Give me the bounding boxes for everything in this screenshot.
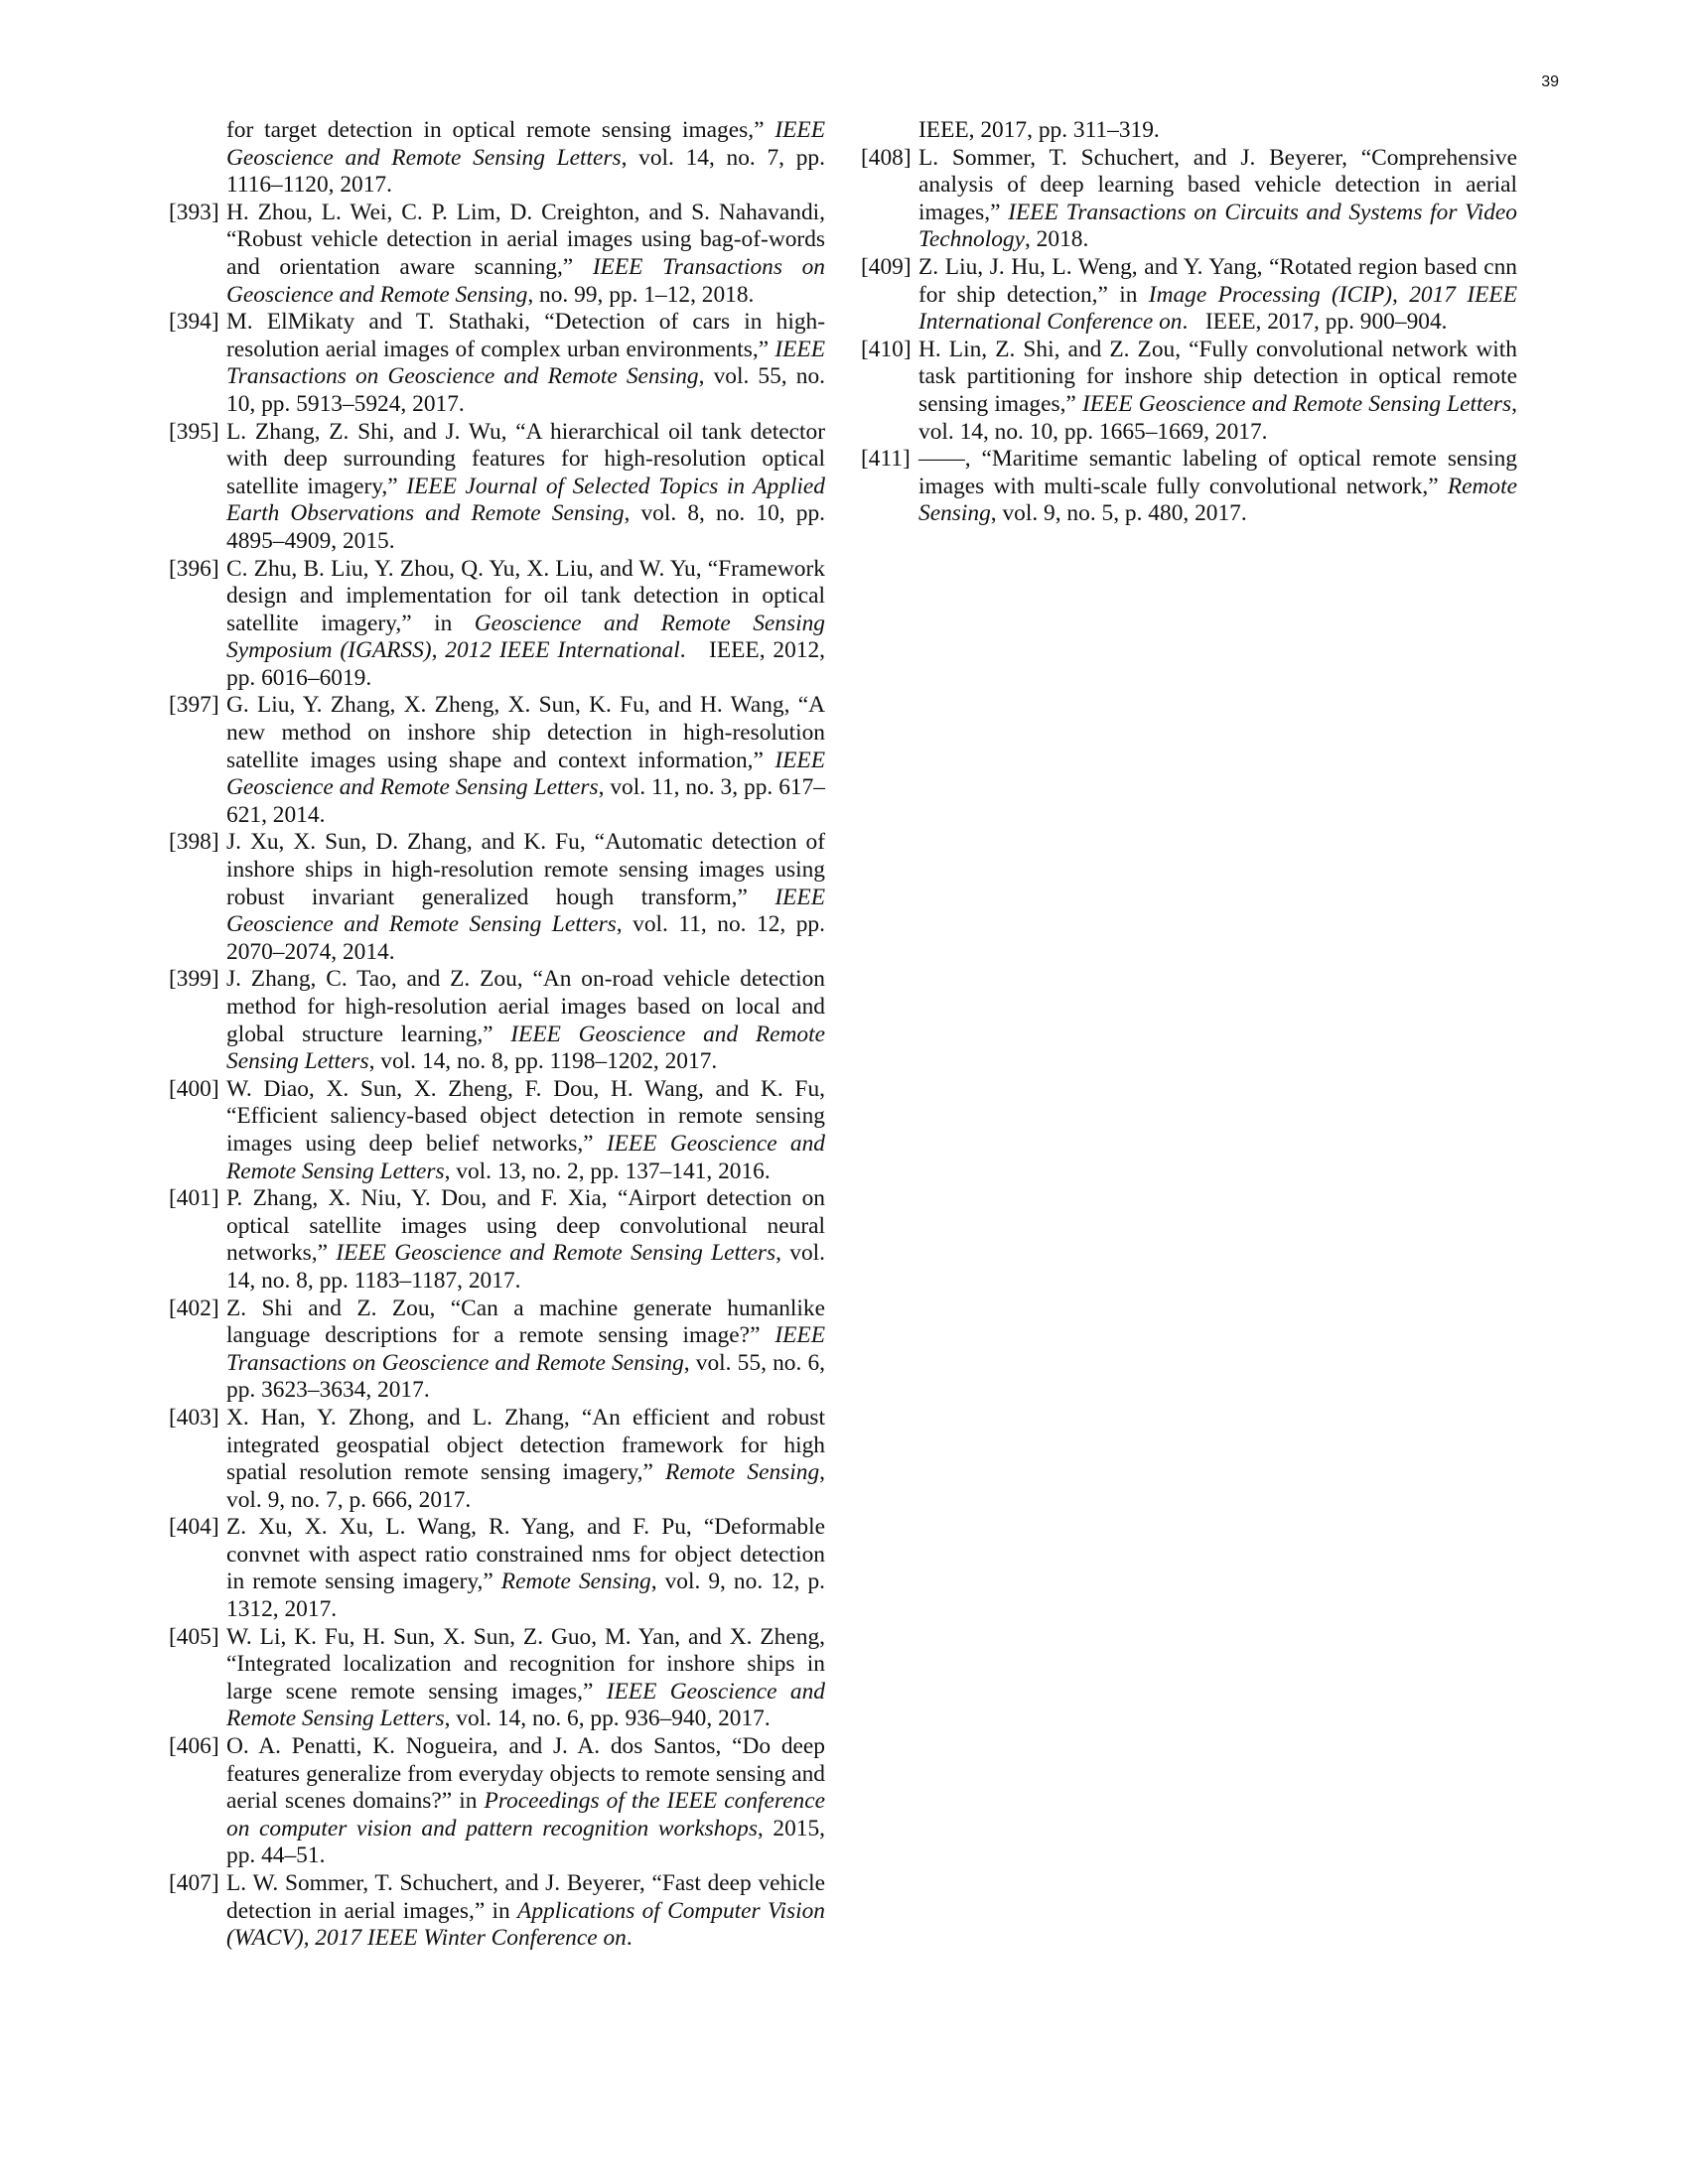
reference-label: [403]: [169, 1404, 219, 1431]
reference-label: [406]: [169, 1733, 219, 1760]
reference-venue: IEEE Geoscience and Remote Sensing Letters: [336, 1240, 776, 1267]
reference-venue: Image Processing (ICIP), 2017 IEEE International Conference on: [918, 281, 1517, 336]
reference-segment: , vol. 11, no. 3, pp. 617–621, 2014.: [226, 774, 826, 828]
reference-label: [410]: [861, 336, 912, 362]
reference-segment: Z. Liu, J. Hu, L. Weng, and Y. Yang, “Rotated region based cnn for ship detection,” in: [918, 253, 1517, 308]
reference-segment: G. Liu, Y. Zhang, X. Zheng, X. Sun, K. Fu, and H. Wang, “A new method on inshore ship detection in high-resolution satellite images using shape and context information,”: [226, 692, 825, 773]
reference-entry: [169, 1185, 825, 1295]
reference-segment: , vol. 14, no. 6, pp. 936–940, 2017.: [444, 1706, 771, 1732]
reference-entry: [169, 966, 825, 1075]
reference-label: [409]: [861, 253, 912, 280]
reference-label: [405]: [169, 1623, 219, 1650]
reference-entry: [169, 1733, 825, 1870]
reference-segment: M. ElMikaty and T. Stathaki, “Detection of cars in high-resolution aerial images of complex urban environments,”: [226, 309, 825, 362]
reference-text: [918, 337, 1517, 446]
reference-venue: Remote Sensing: [918, 473, 1517, 527]
reference-label: [411]: [861, 446, 911, 473]
reference-entry: [169, 200, 825, 309]
reference-entry: [169, 1296, 825, 1405]
reference-label: [398]: [169, 829, 219, 856]
reference-segment: , vol. 14, no. 7, pp. 1116–1120, 2017.: [226, 144, 825, 199]
reference-venue: IEEE Geoscience and Remote Sensing Letters: [226, 1021, 825, 1075]
reference-label: [399]: [169, 966, 219, 993]
reference-segment: J. Xu, X. Sun, D. Zhang, and K. Fu, “Automatic detection of inshore ships in high-resolution remote sensing images using robust invariant generalized hough transform,”: [226, 829, 825, 910]
reference-text: [226, 1076, 825, 1185]
reference-segment: L. Sommer, T. Schuchert, and J. Beyerer, “Comprehensive analysis of deep learning based vehicle detection in aerial images,”: [918, 144, 1517, 225]
reference-text: [226, 309, 825, 418]
reference-entry: [169, 309, 825, 418]
reference-segment: L. Zhang, Z. Shi, and J. Wu, “A hierarchical oil tank detector with deep surrounding features for high-resolution optical satellite imagery,”: [226, 418, 825, 499]
reference-text: [918, 145, 1517, 254]
reference-text: [169, 117, 825, 200]
reference-segment: Z. Xu, X. Xu, L. Wang, R. Yang, and F. Pu, “Deformable convnet with aspect ratio constrained nms for object detection in remote sensing imagery,”: [226, 1514, 825, 1595]
reference-venue: IEEE Geoscience and Remote Sensing Letters: [226, 1678, 825, 1732]
reference-entry: [169, 419, 825, 556]
reference-venue: Remote Sensing: [500, 1569, 651, 1595]
reference-text: [918, 254, 1517, 337]
reference-segment: , vol. 14, no. 10, pp. 1665–1669, 2017.: [918, 390, 1517, 445]
reference-entry: [861, 337, 1517, 446]
reference-segment: for target detection in optical remote sensing images,”: [226, 117, 775, 143]
reference-segment: W. Diao, X. Sun, X. Zheng, F. Dou, H. Wang, and K. Fu, “Efficient saliency-based object detection in remote sensing images using deep belief networks,”: [226, 1075, 825, 1157]
reference-text: [226, 1185, 825, 1295]
reference-label: [395]: [169, 418, 219, 445]
reference-segment: , 2018.: [1024, 226, 1089, 253]
reference-segment: , 2015, pp. 44–51.: [226, 1815, 826, 1869]
reference-entry: [169, 1870, 825, 1953]
reference-label: [396]: [169, 555, 219, 582]
reference-text: [918, 446, 1517, 528]
reference-segment: ——, “Maritime semantic labeling of optical remote sensing images with multi-scale fully convolutional network,”: [918, 446, 1517, 499]
reference-segment: , vol. 14, no. 8, pp. 1198–1202, 2017.: [368, 1048, 718, 1075]
reference-continuation: [861, 117, 1517, 145]
reference-text: [226, 556, 825, 693]
reference-segment: , vol. 14, no. 8, pp. 1183–1187, 2017.: [226, 1240, 826, 1294]
reference-text: [226, 200, 825, 309]
reference-continuation: [169, 117, 825, 200]
reference-segment: H. Zhou, L. Wei, C. P. Lim, D. Creighton, and S. Nahavandi, “Robust vehicle detection in aerial images using bag-of-words and orientation aware scanning,”: [226, 199, 825, 280]
reference-venue: IEEE Geoscience and Remote Sensing Letters: [226, 884, 825, 938]
reference-segment: , no. 99, pp. 1–12, 2018.: [527, 281, 755, 308]
reference-venue: Applications of Computer Vision (WACV), 2017 IEEE Winter Conference on: [226, 1897, 825, 1952]
reference-entry: [861, 446, 1517, 528]
reference-label: [404]: [169, 1514, 219, 1541]
reference-segment: , vol. 13, no. 2, pp. 137–141, 2016.: [444, 1158, 771, 1184]
reference-venue: IEEE Geoscience and Remote Sensing Letters: [1081, 390, 1512, 417]
reference-segment: W. Li, K. Fu, H. Sun, X. Sun, Z. Guo, M. Yan, and X. Zheng, “Integrated localization and recognition for inshore ships in large scene remote sensing images,”: [226, 1623, 825, 1705]
reference-label: [401]: [169, 1185, 219, 1212]
reference-segment: L. W. Sommer, T. Schuchert, and J. Beyerer, “Fast deep vehicle detection in aerial images,” in: [226, 1870, 825, 1924]
reference-segment: , vol. 9, no. 7, p. 666, 2017.: [226, 1459, 826, 1513]
reference-segment: , vol. 9, no. 12, p. 1312, 2017.: [226, 1569, 826, 1623]
reference-text: [226, 692, 825, 829]
reference-text: [226, 419, 825, 556]
reference-label: [394]: [169, 309, 219, 336]
reference-text: [226, 1733, 825, 1870]
reference-venue: IEEE Geoscience and Remote Sensing Letters: [226, 747, 825, 801]
references-right-column: [861, 117, 1517, 528]
reference-segment: , vol. 55, no. 6, pp. 3623–3634, 2017.: [226, 1349, 825, 1404]
reference-label: [407]: [169, 1870, 219, 1896]
reference-segment: , vol. 55, no. 10, pp. 5913–5924, 2017.: [226, 363, 825, 417]
reference-venue: IEEE Geoscience and Remote Sensing Letters: [226, 1130, 826, 1184]
reference-venue: IEEE Journal of Selected Topics in Applied Earth Observations and Remote Sensing: [226, 473, 825, 527]
reference-venue: IEEE Transactions on Geoscience and Remote Sensing: [226, 253, 825, 308]
reference-segment: H. Lin, Z. Shi, and Z. Zou, “Fully convolutional network with task partitioning for inshore ship detection in optical remote sensing images,”: [918, 336, 1517, 417]
reference-entry: [169, 1405, 825, 1514]
reference-entry: [169, 829, 825, 966]
reference-venue: IEEE Transactions on Geoscience and Remote Sensing: [226, 1322, 825, 1376]
reference-segment: .: [626, 1925, 633, 1952]
reference-segment: , vol. 11, no. 12, pp. 2070–2074, 2014.: [226, 911, 825, 965]
reference-entry: [169, 1514, 825, 1623]
reference-segment: . IEEE, 2012, pp. 6016–6019.: [226, 637, 826, 691]
reference-venue: IEEE Geoscience and Remote Sensing Letters: [226, 117, 825, 171]
reference-text: [861, 117, 1517, 145]
reference-venue: Remote Sensing: [665, 1459, 820, 1486]
reference-venue: IEEE Transactions on Circuits and Systems for Video Technology: [918, 199, 1517, 253]
reference-text: [226, 1624, 825, 1733]
reference-entry: [169, 1076, 825, 1185]
reference-segment: , vol. 8, no. 10, pp. 4895–4909, 2015.: [226, 500, 825, 554]
reference-segment: . IEEE, 2017, pp. 900–904.: [1182, 309, 1448, 336]
reference-text: [226, 966, 825, 1075]
page-number: 39: [1541, 73, 1559, 90]
reference-text: [226, 1514, 825, 1623]
reference-entry: [169, 556, 825, 693]
reference-segment: , vol. 9, no. 5, p. 480, 2017.: [990, 500, 1247, 527]
reference-segment: J. Zhang, C. Tao, and Z. Zou, “An on-road vehicle detection method for high-resolution aerial images based on local and global structure learning,”: [226, 966, 825, 1047]
reference-text: [226, 1296, 825, 1405]
references-left-column: [169, 117, 825, 1953]
reference-segment: C. Zhu, B. Liu, Y. Zhou, Q. Yu, X. Liu, and W. Yu, “Framework design and implementation for oil tank detection in optical satellite imagery,” in: [226, 555, 825, 636]
reference-entry: [861, 145, 1517, 254]
reference-label: [402]: [169, 1295, 219, 1321]
reference-segment: Z. Shi and Z. Zou, “Can a machine generate humanlike language descriptions for a remote sensing image?”: [226, 1295, 825, 1349]
reference-segment: P. Zhang, X. Niu, Y. Dou, and F. Xia, “Airport detection on optical satellite images using deep convolutional neural networks,”: [226, 1185, 825, 1267]
reference-entry: [861, 254, 1517, 337]
reference-venue: IEEE Transactions on Geoscience and Remote Sensing: [226, 336, 825, 390]
reference-text: [226, 1405, 825, 1514]
reference-label: [400]: [169, 1075, 219, 1102]
reference-segment: IEEE, 2017, pp. 311–319.: [918, 117, 1160, 143]
reference-entry: [169, 1624, 825, 1733]
reference-label: [393]: [169, 199, 219, 225]
reference-label: [397]: [169, 692, 219, 719]
reference-venue: Geoscience and Remote Sensing Symposium (IGARSS), 2012 IEEE International: [226, 610, 825, 664]
reference-text: [226, 829, 825, 966]
reference-venue: Proceedings of the IEEE conference on computer vision and pattern recognition workshops: [226, 1788, 825, 1842]
reference-segment: O. A. Penatti, K. Nogueira, and J. A. dos Santos, “Do deep features generalize from everyday objects to remote sensing and aerial scenes domains?” in: [226, 1733, 825, 1815]
reference-text: [226, 1870, 825, 1953]
reference-label: [408]: [861, 144, 912, 171]
reference-segment: X. Han, Y. Zhong, and L. Zhang, “An efficient and robust integrated geospatial object detection framework for high spatial resolution remote sensing imagery,”: [226, 1404, 825, 1486]
reference-entry: [169, 692, 825, 829]
